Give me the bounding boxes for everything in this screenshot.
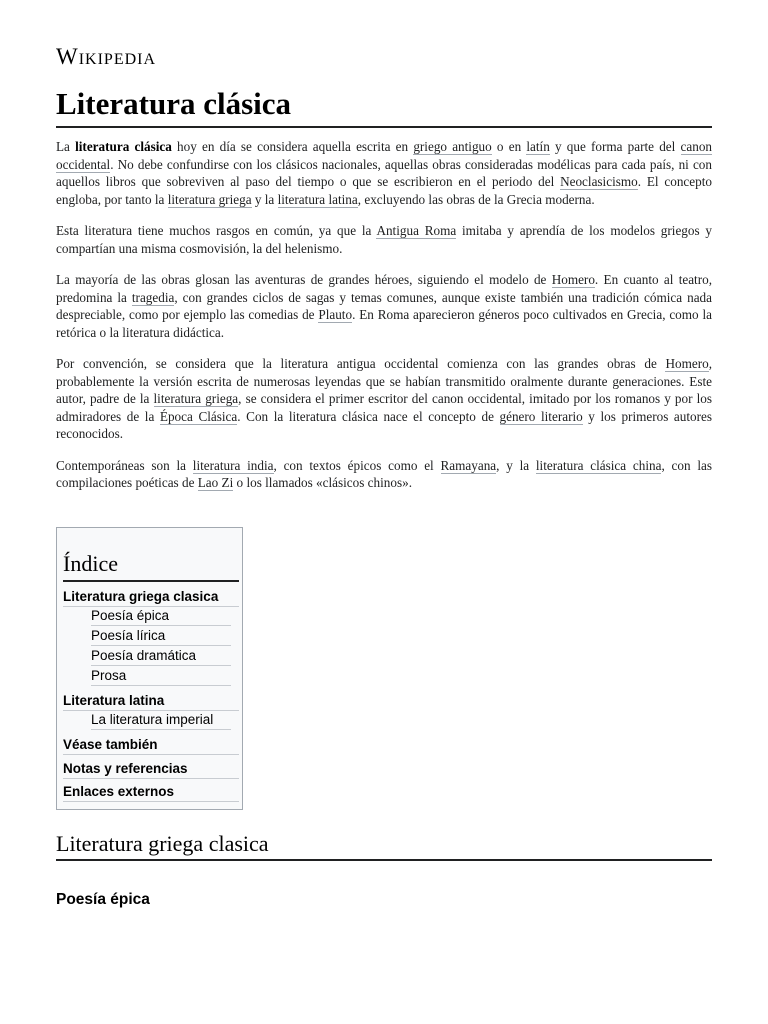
bold-term: literatura clásica <box>75 139 172 154</box>
paragraph-text: , con textos épicos como el <box>273 457 441 473</box>
intro-paragraph-5 <box>56 457 712 492</box>
paragraph-text: Por convención, se considera que la literatura antigua occidental comienza con las grandes obras de <box>56 356 666 371</box>
paragraph-text: o los llamados «clásicos chinos». <box>233 475 412 490</box>
toc-item-poesia-dramatica[interactable]: Poesía dramática <box>91 647 231 666</box>
toc-item-poesia-lirica[interactable]: Poesía lírica <box>91 627 231 646</box>
paragraph-text: . No debe confundirse con los clásicos nacionales, aquellas obras consideradas modélicas para cada país, ni con aquellos libros que sobreviven al paso del tiempo o que se escribieron en el periodo del <box>56 156 712 189</box>
paragraph-text: o en <box>491 139 527 154</box>
article-link[interactable]: literatura india <box>192 457 274 473</box>
article-link[interactable]: literatura griega <box>153 391 239 406</box>
paragraph-text: . En Roma aparecieron géneros poco cultivados en Grecia, como la retórica o la literatura didáctica. <box>56 307 712 340</box>
article-link[interactable]: Plauto <box>318 307 353 322</box>
article-link[interactable]: Homero <box>665 356 709 371</box>
article-link[interactable]: Ramayana <box>440 457 497 473</box>
paragraph-text: , excluyendo las obras de la Grecia moderna. <box>357 191 595 207</box>
paragraph-text: , y la <box>496 457 536 473</box>
article-link[interactable]: griego antiguo <box>413 139 492 154</box>
article-link[interactable]: canon occidental <box>56 139 713 172</box>
intro-paragraph-3 <box>56 271 712 341</box>
article-link[interactable]: género literario <box>499 408 583 424</box>
page-title: Literatura clásica <box>56 84 712 128</box>
article-link[interactable]: latín <box>526 139 550 154</box>
toc-item-enlaces-externos[interactable]: Enlaces externos <box>63 783 239 802</box>
section-heading: Literatura griega clasica <box>56 830 712 861</box>
article-link[interactable]: Neoclasicismo <box>560 174 638 189</box>
intro-paragraph-1 <box>56 138 712 208</box>
paragraph-text: , probablemente la versión escrita de numerosas leyendas que se habían transmitido oralmente durante generaciones. Este autor, padre de la <box>56 356 712 406</box>
paragraph-text: Esta literatura tiene muchos rasgos en común, ya que la <box>56 223 377 238</box>
wikipedia-logo[interactable]: Wikipedia <box>56 44 157 69</box>
article-link[interactable]: Lao Zi <box>197 475 234 490</box>
table-of-contents <box>56 527 243 810</box>
article-intro <box>56 138 712 506</box>
paragraph-text: imitaba y aprendía de los modelos griegos y compartían una misma cosmovisión, la del helenismo. <box>56 223 712 256</box>
toc-item-poesia-epica[interactable]: Poesía épica <box>91 607 231 626</box>
article-link[interactable]: Antigua Roma <box>376 223 457 238</box>
paragraph-text: hoy en día se considera aquella escrita en <box>171 139 414 154</box>
paragraph-text: y la <box>251 191 278 207</box>
article-link[interactable]: literatura latina <box>277 191 358 207</box>
paragraph-text: , con grandes ciclos de sagas y temas comunes, aunque existe también una tradición cómica nada despreciable, como por ejemplo las comedias de <box>56 289 712 322</box>
paragraph-text: Contemporáneas son la <box>56 457 193 473</box>
article-link[interactable]: literatura clásica china <box>535 457 662 473</box>
paragraph-text: La <box>56 139 76 154</box>
toc-item-vease-tambien[interactable]: Véase también <box>63 736 239 755</box>
article-link[interactable]: literatura griega <box>167 191 252 207</box>
intro-paragraph-4 <box>56 355 712 443</box>
toc-item-literatura-griega-clasica[interactable]: Literatura griega clasica <box>63 588 239 607</box>
intro-paragraph-2 <box>56 222 712 257</box>
toc-item-literatura-latina[interactable]: Literatura latina <box>63 692 239 711</box>
toc-title: Índice <box>63 550 239 582</box>
paragraph-text: y los primeros autores reconocidos. <box>56 408 712 441</box>
article-link[interactable]: tragedia <box>131 289 175 305</box>
paragraph-text: y que forma parte del <box>549 139 681 154</box>
paragraph-text: La mayoría de las obras glosan las aventuras de grandes héroes, siguiendo el modelo de <box>56 272 552 287</box>
paragraph-text: . En cuanto al teatro, predomina la <box>56 272 713 305</box>
paragraph-text: . Con la literatura clásica nace el concepto de <box>237 408 500 424</box>
toc-item-prosa[interactable]: Prosa <box>91 667 231 686</box>
paragraph-text: . El concepto engloba, por tanto la <box>56 174 712 207</box>
article-link[interactable]: Época Clásica <box>159 408 238 424</box>
paragraph-text: , se considera el primer escritor del canon occidental, imitado por los romanos y por los admiradores de la <box>56 391 713 424</box>
toc-item-la-literatura-imperial[interactable]: La literatura imperial <box>91 711 231 730</box>
subsection-heading: Poesía épica <box>56 891 150 908</box>
toc-item-notas-y-referencias[interactable]: Notas y referencias <box>63 760 239 779</box>
article-link[interactable]: Homero <box>551 272 595 287</box>
paragraph-text: , con las compilaciones poéticas de <box>56 457 712 490</box>
